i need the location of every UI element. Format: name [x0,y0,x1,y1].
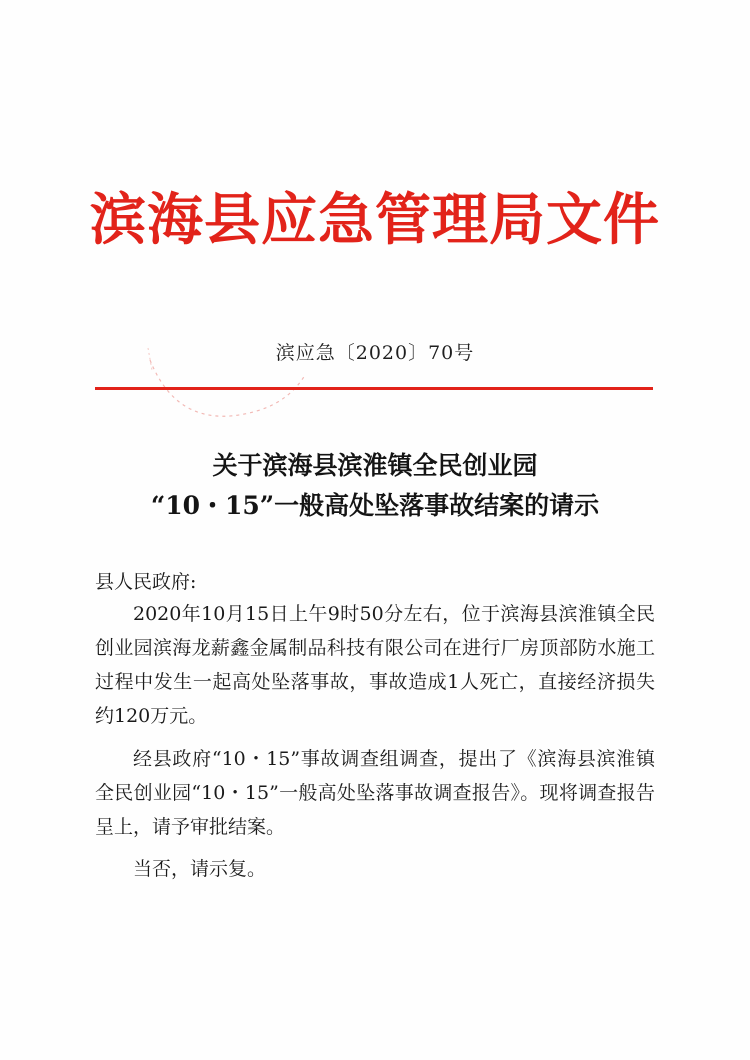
red-separator-line [95,387,653,390]
document-title-line-1: 关于滨海县滨淮镇全民创业园 [212,451,538,480]
body-paragraph-1: 2020年10月15日上午9时50分左右，位于滨海县滨淮镇全民创业园滨海龙薪鑫金属制品科技有限公司在进行厂房顶部防水施工过程中发生一起高处坠落事故，事故造成1人死亡，直接经济损失约120万元。 [95,603,655,727]
salutation: 县人民政府: [95,571,197,593]
document-title-line-2: “10・15”一般高处坠落事故结案的请示 [150,491,600,520]
body-paragraph-3: 当否，请示复。 [133,858,267,880]
document-number: 滨应急〔2020〕70号 [275,342,475,364]
masthead-title: 滨海县应急管理局文件 [90,187,660,253]
body-paragraph-2: 经县政府“10・15”事故调查组调查，提出了《滨海县滨淮镇全民创业园“10・15”一般高处坠落事故调查报告》。现将调查报告呈上，请予审批结案。 [95,748,655,838]
